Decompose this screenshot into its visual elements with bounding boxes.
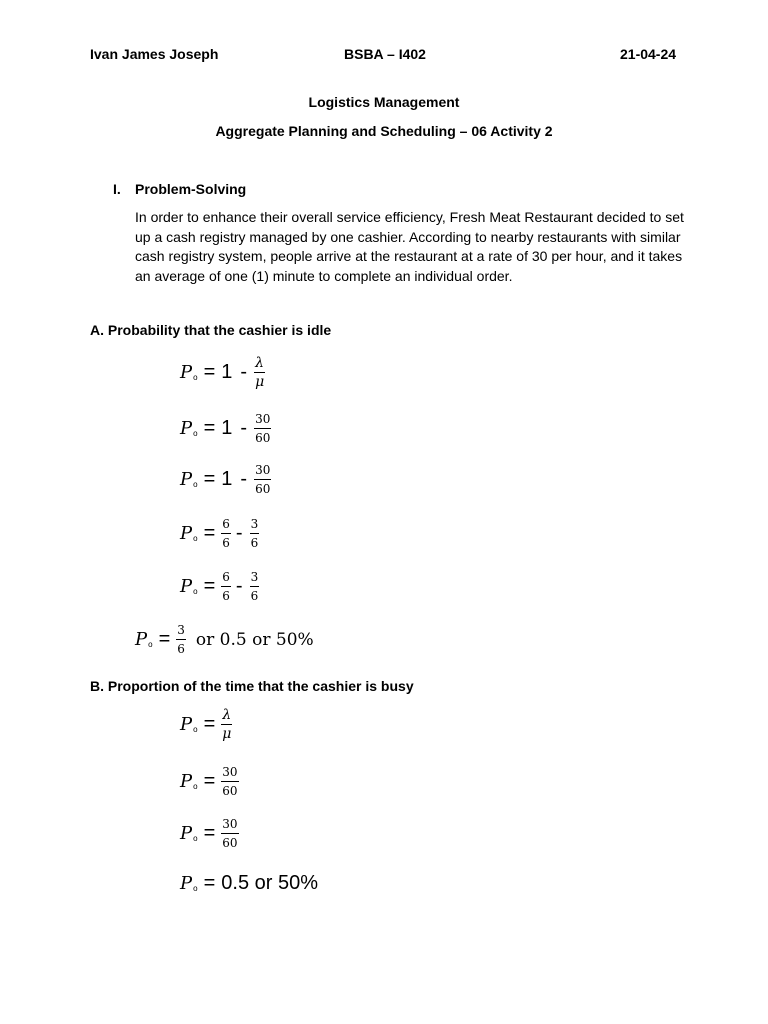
one: 1 bbox=[221, 361, 233, 383]
problem-paragraph: In order to enhance their overall service efficiency, Fresh Meat Restaurant decided to set up a cash registry managed by one cashier. According to nearby restaurants with similar cash registry system, people arrive at the restaurant at a rate of 30 per hour, and it takes an average of one (1) minute to complete an individual order. bbox=[135, 209, 684, 284]
numerator: 30 bbox=[222, 817, 238, 831]
p-subscript: o bbox=[193, 834, 198, 843]
p-subscript: o bbox=[193, 429, 198, 438]
minus: - bbox=[240, 361, 248, 383]
activity-title: Aggregate Planning and Scheduling – 06 Activity 2 bbox=[215, 123, 553, 139]
course-section: BSBA – I402 bbox=[344, 46, 426, 62]
eq-b-result bbox=[180, 872, 318, 895]
numerator: λ bbox=[222, 707, 232, 723]
minus: - bbox=[240, 468, 248, 490]
fraction bbox=[221, 817, 238, 850]
equals: = bbox=[203, 468, 216, 490]
p-subscript: o bbox=[148, 640, 153, 649]
numerator: 30 bbox=[222, 765, 238, 779]
eq-a2 bbox=[180, 412, 273, 445]
p-subscript: o bbox=[193, 480, 198, 489]
part-b-heading: B. Proportion of the time that the cashier is busy bbox=[90, 678, 414, 694]
equals: = bbox=[203, 822, 216, 844]
fraction bbox=[250, 570, 260, 603]
result-text: or 0.5 or 50% bbox=[195, 629, 314, 650]
equals: = bbox=[203, 361, 216, 383]
fraction bbox=[176, 623, 186, 656]
p-symbol: P bbox=[180, 469, 193, 490]
equals: = bbox=[203, 872, 216, 894]
denominator: 60 bbox=[255, 431, 271, 445]
one: 1 bbox=[221, 468, 233, 490]
equals: = bbox=[203, 575, 216, 597]
fraction bbox=[254, 412, 271, 445]
date: 21-04-24 bbox=[620, 46, 677, 62]
equals: = bbox=[203, 417, 216, 439]
equals: = bbox=[203, 770, 216, 792]
result-text: 0.5 or 50% bbox=[221, 872, 318, 894]
p-symbol: P bbox=[180, 523, 193, 544]
minus: - bbox=[235, 575, 243, 597]
numerator: 6 bbox=[222, 517, 230, 531]
denominator: 6 bbox=[250, 536, 259, 550]
eq-b3 bbox=[180, 817, 241, 850]
denominator: μ bbox=[222, 726, 232, 742]
one: 1 bbox=[221, 417, 233, 439]
minus: - bbox=[235, 522, 243, 544]
fraction bbox=[250, 517, 260, 550]
fraction bbox=[221, 708, 232, 741]
eq-a-result bbox=[135, 623, 314, 656]
p-symbol: P bbox=[180, 714, 193, 735]
minus: - bbox=[240, 417, 248, 439]
p-symbol: P bbox=[180, 576, 193, 597]
p-symbol: P bbox=[180, 873, 193, 894]
eq-a1 bbox=[180, 356, 267, 389]
eq-a4 bbox=[180, 517, 261, 550]
author-name: Ivan James Joseph bbox=[90, 46, 219, 62]
equals: = bbox=[158, 628, 171, 650]
denominator: μ bbox=[255, 374, 265, 390]
course-title: Logistics Management bbox=[308, 94, 460, 110]
denominator: 6 bbox=[250, 589, 259, 603]
p-subscript: o bbox=[193, 725, 198, 734]
p-symbol: P bbox=[135, 629, 148, 650]
p-subscript: o bbox=[193, 534, 198, 543]
section-number: I. bbox=[113, 181, 121, 197]
numerator: λ bbox=[255, 355, 265, 371]
p-symbol: P bbox=[180, 362, 193, 383]
fraction bbox=[254, 356, 265, 389]
numerator: 30 bbox=[255, 463, 271, 477]
eq-a5 bbox=[180, 570, 261, 603]
denominator: 6 bbox=[222, 536, 230, 550]
numerator: 3 bbox=[177, 623, 185, 637]
numerator: 3 bbox=[250, 570, 259, 584]
p-subscript: o bbox=[193, 587, 198, 596]
p-subscript: o bbox=[193, 782, 198, 791]
denominator: 60 bbox=[222, 836, 238, 850]
numerator: 30 bbox=[255, 412, 271, 426]
numerator: 3 bbox=[250, 517, 259, 531]
denominator: 6 bbox=[222, 589, 230, 603]
fraction bbox=[221, 570, 231, 603]
denominator: 6 bbox=[177, 642, 185, 656]
p-subscript: o bbox=[193, 373, 198, 382]
denominator: 60 bbox=[255, 482, 271, 496]
p-symbol: P bbox=[180, 823, 193, 844]
fraction bbox=[254, 463, 271, 496]
numerator: 6 bbox=[222, 570, 230, 584]
section-title: Problem-Solving bbox=[135, 181, 247, 197]
denominator: 60 bbox=[222, 784, 238, 798]
equals: = bbox=[203, 522, 216, 544]
part-a-heading: A. Probability that the cashier is idle bbox=[90, 322, 332, 338]
p-symbol: P bbox=[180, 418, 193, 439]
equals: = bbox=[203, 713, 216, 735]
eq-b1 bbox=[180, 708, 234, 741]
eq-a3 bbox=[180, 463, 273, 496]
p-subscript: o bbox=[193, 884, 198, 893]
eq-b2 bbox=[180, 765, 241, 798]
fraction bbox=[221, 517, 231, 550]
p-symbol: P bbox=[180, 771, 193, 792]
fraction bbox=[221, 765, 238, 798]
